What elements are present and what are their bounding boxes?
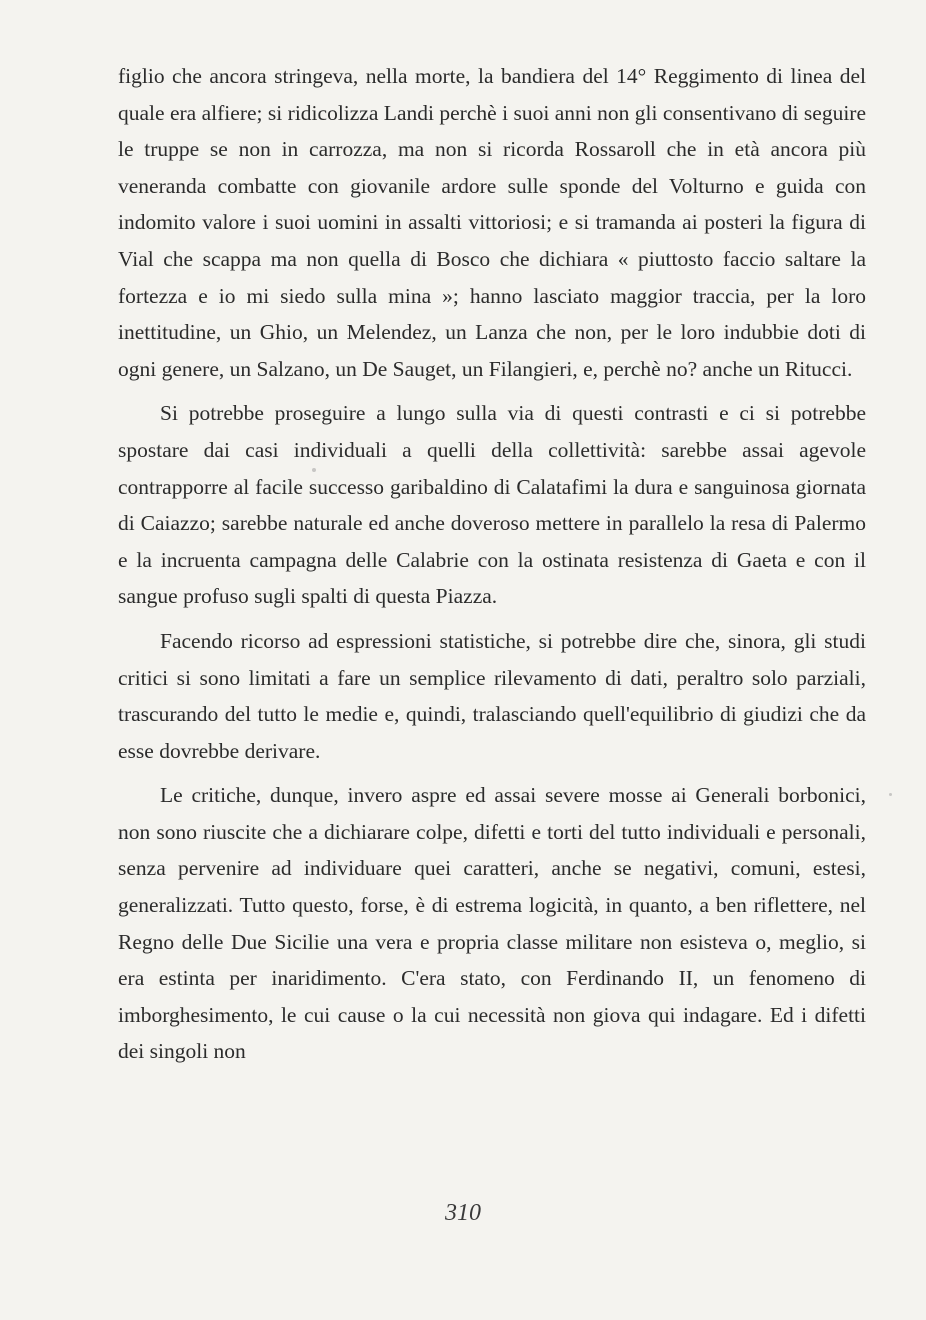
paragraph-3: Facendo ricorso ad espressioni statistiche, si potrebbe dire che, sinora, gli studi critici si sono limitati a fare un semplice rilevamento di dati, peraltro solo parziali, trascurando del tutto le medie e, quindi, tralasciando quell'equilibrio di giudizi che da esse dovrebbe derivare. <box>118 628 866 763</box>
paragraph-4: Le critiche, dunque, invero aspre ed assai severe mosse ai Generali borbonici, non sono riuscite che a dichiarare colpe, difetti e torti del tutto individuali e personali, senza pervenire ad individuare quei caratteri, anche se negativi, comuni, estesi, generalizzati. Tutto questo, forse, è di estrema logicità, in quanto, a ben riflettere, nel Regno delle Due Sicilie una vera e propria classe militare non esisteva o, meglio, si era estinta per inaridimento. C'era stato, con Ferdinando II, un fenomeno di imborghesimento, le cui cause o la cui necessità non giova qui indagare. Ed i difetti dei singoli non <box>118 783 866 1064</box>
paragraph-2: Si potrebbe proseguire a lungo sulla via di questi contrasti e ci si potrebbe spostare dai casi individuali a quelli della collettività: sarebbe assai agevole contrapporre al facile successo garibaldino di Calatafimi la dura e sanguinosa giornata di Caiazzo; sarebbe naturale ed anche doveroso mettere in parallelo la resa di Palermo e la incruenta campagna delle Calabrie con la ostinata resistenza di Gaeta e con il sangue profuso sugli spalti di questa Piazza. <box>118 401 866 609</box>
body-text <box>118 58 866 1078</box>
paragraph-1: figlio che ancora stringeva, nella morte, la bandiera del 14° Reggimento di linea del quale era alfiere; si ridicolizza Landi perchè i suoi anni non gli consentivano di seguire le truppe se non in carrozza, ma non si ricorda Rossaroll che in età ancora più veneranda combatte con giovanile ardore sulle sponde del Volturno e guida con indomito valore i suoi uomini in assalti vittoriosi; e si tramanda ai posteri la figura di Vial che scappa ma non quella di Bosco che dichiara « piuttosto faccio saltare la fortezza e io mi siedo sulla mina »; hanno lasciato maggior traccia, per la loro inettitudine, un Ghio, un Melendez, un Lanza che non, per le loro indubbie doti di ogni genere, un Salzano, un De Sauget, un Filangieri, e, perchè no? anche un Ritucci. <box>118 64 866 381</box>
print-speck <box>889 793 892 796</box>
print-speck <box>312 468 316 472</box>
page-number: 310 <box>445 1200 481 1226</box>
